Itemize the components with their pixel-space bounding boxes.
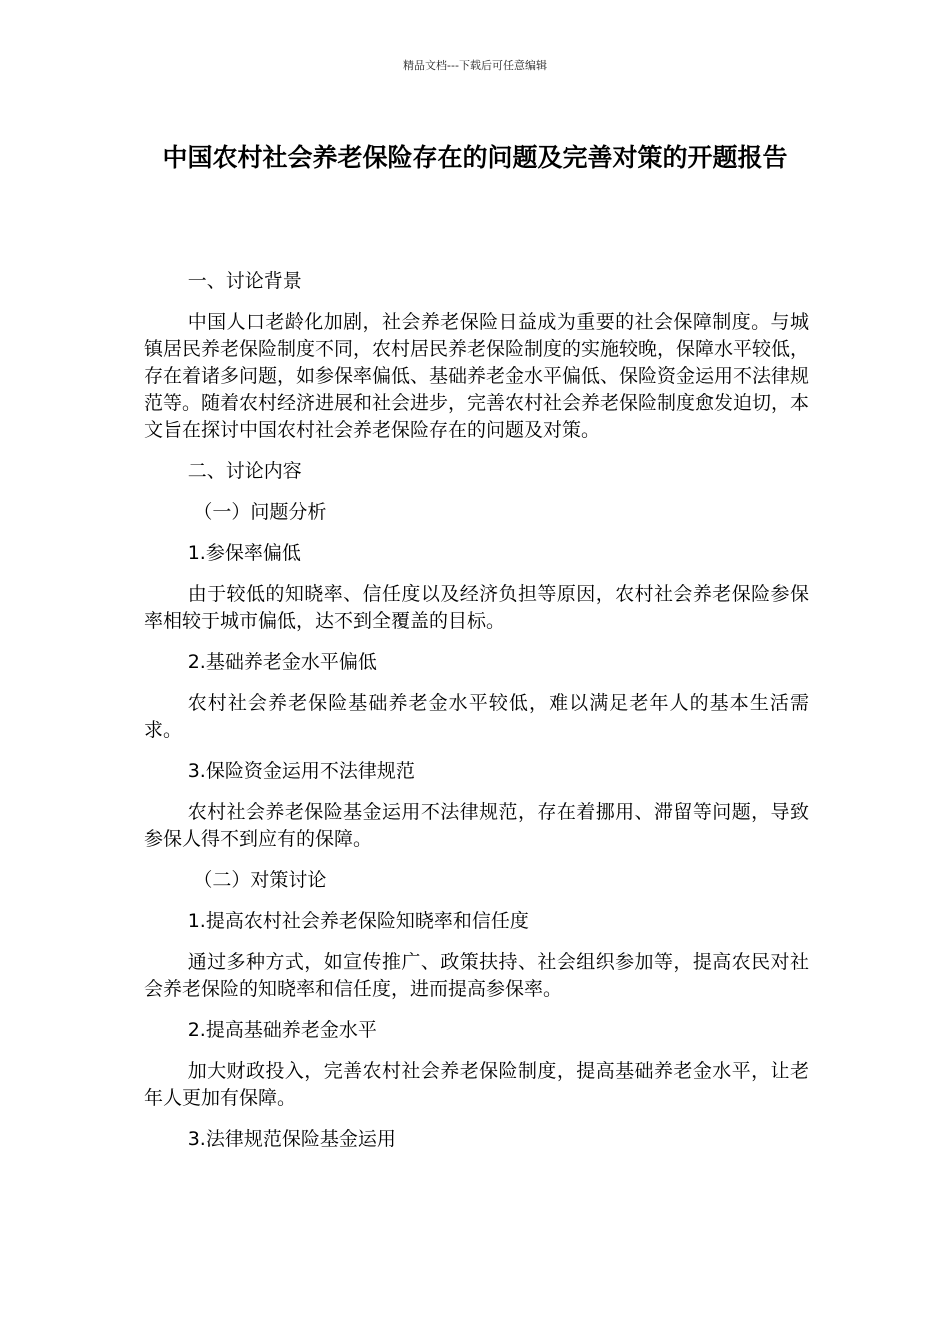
paragraph-low-pension: 农村社会养老保险基础养老金水平较低，难以满足老年人的基本生活需求。 <box>144 692 809 741</box>
section-heading-background: 一、讨论背景 <box>187 270 302 292</box>
item-heading-awareness: 1.提高农村社会养老保险知晓率和信任度 <box>187 910 529 932</box>
section-heading-content: 二、讨论内容 <box>187 460 302 482</box>
paragraph-low-enrollment: 由于较低的知晓率、信任度以及经济负担等原因，农村社会养老保险参保率相较于城市偏低，达不到全覆盖的目标。 <box>144 583 809 632</box>
document-title: 中国农村社会养老保险存在的问题及完善对策的开题报告 <box>162 143 788 172</box>
paragraph-raise-pension: 加大财政投入，完善农村社会养老保险制度，提高基础养老金水平，让老年人更加有保障。 <box>144 1060 809 1109</box>
item-heading-low-enrollment: 1.参保率偏低 <box>187 542 301 564</box>
item-heading-regulate-fund: 3.法律规范保险基金运用 <box>187 1128 396 1150</box>
item-heading-low-pension: 2.基础养老金水平偏低 <box>187 651 377 673</box>
paragraph-background: 中国人口老龄化加剧，社会养老保险日益成为重要的社会保障制度。与城镇居民养老保险制度不同，农村居民养老保险制度的实施较晚，保障水平较低，存在着诸多问题，如参保率偏低、基础养老金水平偏低、保险资金运用不法律规范等。随着农村经济进展和社会进步，完善农村社会养老保险制度愈发迫切，本文旨在探讨中国农村社会养老保险存在的问题及对策。 <box>144 311 810 441</box>
item-heading-fund-misuse: 3.保险资金运用不法律规范 <box>187 760 415 782</box>
document-body <box>144 268 809 1167</box>
subsection-heading-problems: （一）问题分析 <box>193 501 327 523</box>
item-heading-raise-pension: 2.提高基础养老金水平 <box>187 1019 377 1041</box>
paragraph-fund-misuse: 农村社会养老保险基金运用不法律规范，存在着挪用、滞留等问题，导致参保人得不到应有的保障。 <box>144 801 809 850</box>
paragraph-awareness: 通过多种方式，如宣传推广、政策扶持、社会组织参加等，提高农民对社会养老保险的知晓率和信任度，进而提高参保率。 <box>144 951 809 1000</box>
subsection-heading-countermeasures: （二）对策讨论 <box>193 869 327 891</box>
page-header: 精品文档---下载后可任意编辑 <box>403 59 547 72</box>
